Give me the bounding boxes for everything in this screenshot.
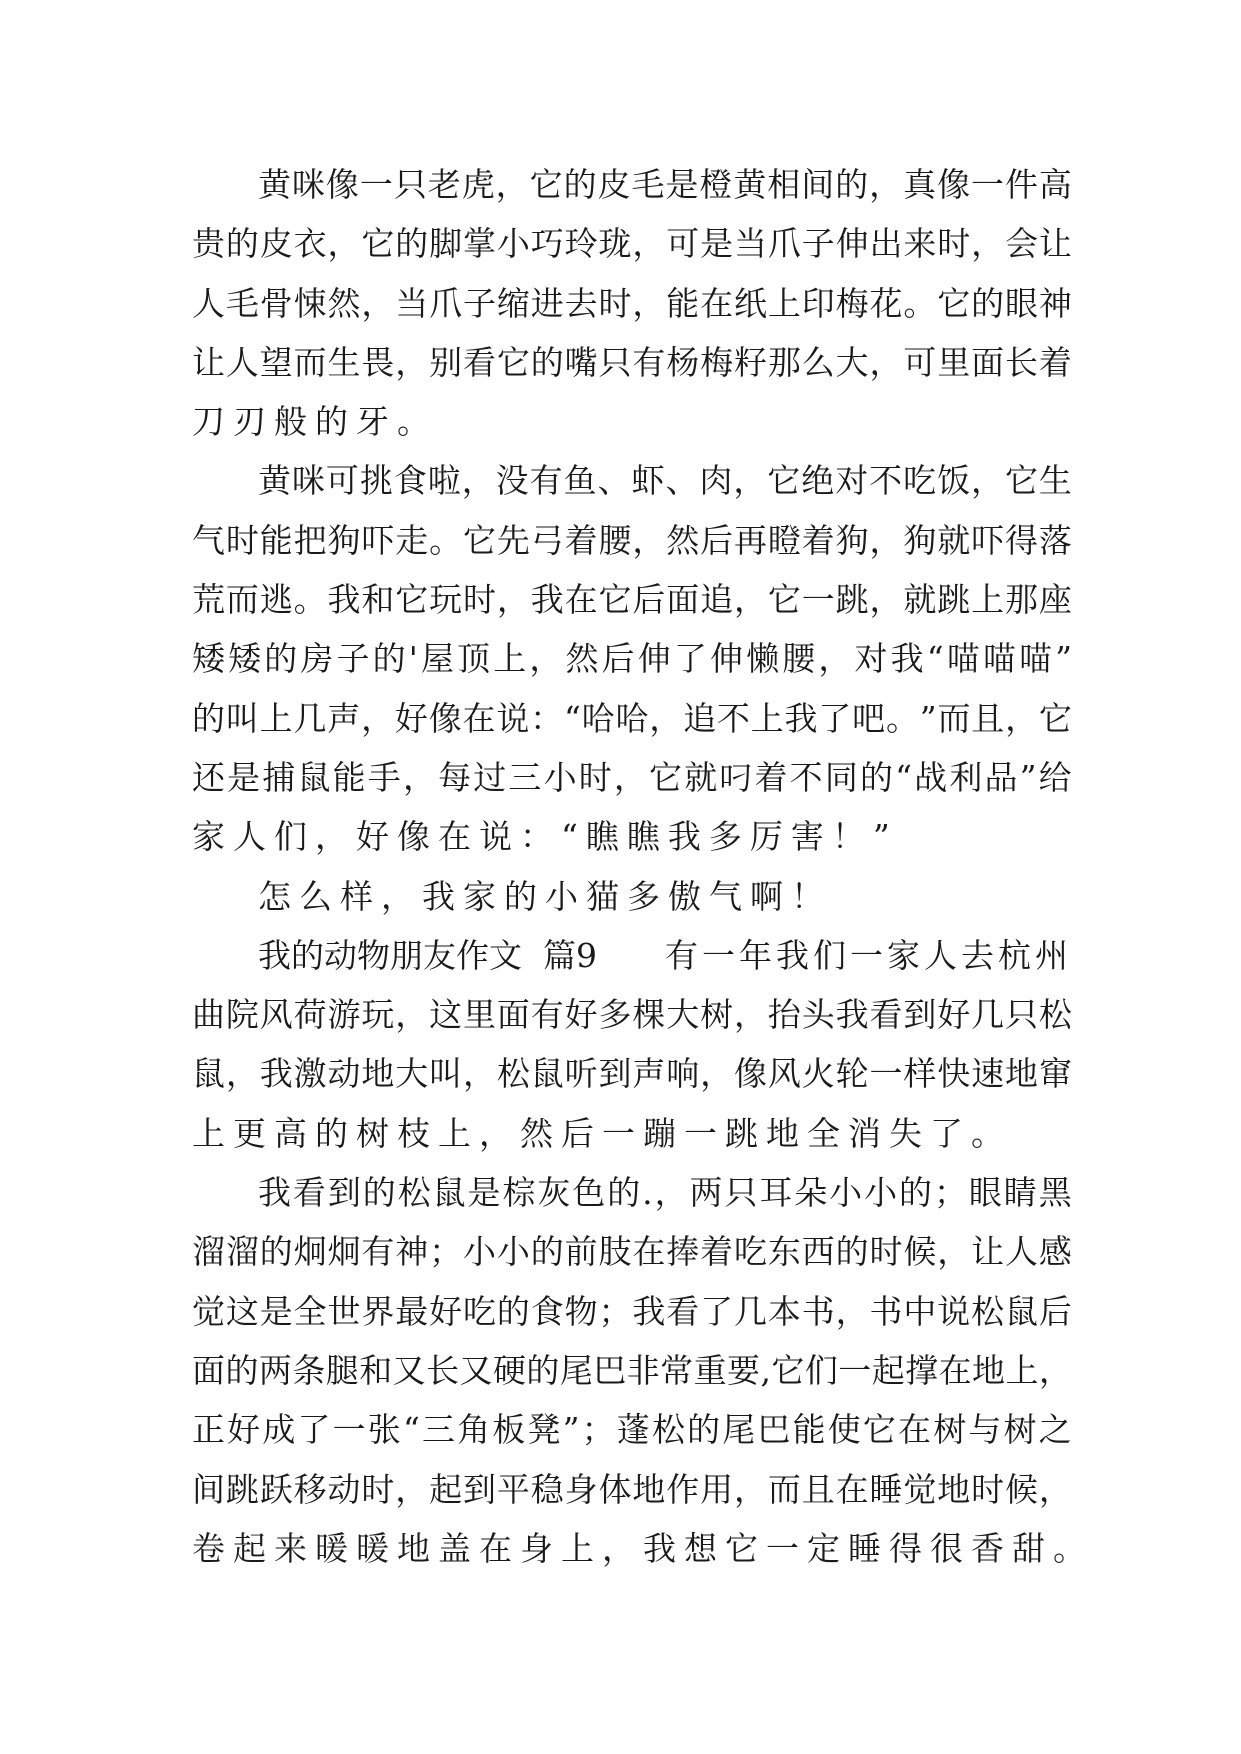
text-line: 刀刃般的牙。 [192,402,438,442]
text-line: 让 人 望 而 生 畏 ， 别 看 它 的 嘴 只 有 杨 梅 籽 那 么 大 ， 可 里 面 长 着 [192,342,1072,382]
text-line: 贵 的 皮 衣 ， 它 的 脚 掌 小 巧 玲 珑 ， 可 是 当 爪 子 伸 出 来 时 ， 会 让 [192,224,1072,264]
text-line: 矮 矮 的 房 子 的 ' 屋 顶 上 ， 然 后 伸 了 伸 懒 腰 ， 对 我 “ 喵 喵 喵 ” [192,639,1072,679]
text-line: 黄 咪 像 一 只 老 虎 ， 它 的 皮 毛 是 橙 黄 相 间 的 ， 真 像 一 件 高 [258,165,1072,204]
text-line: 家人们，好像在说：“瞧瞧我多厉害！” [192,817,898,857]
text-line: 溜 溜 的 炯 炯 有 神 ； 小 小 的 前 肢 在 捧 着 吃 东 西 的 时 候 ， 让 人 感 [192,1232,1072,1272]
text-line: 还 是 捕 鼠 能 手 ， 每 过 三 小 时 ， 它 就 叼 着 不 同 的 “ 战 利 品 ” 给 [192,757,1072,797]
text-line: 黄 咪 可 挑 食 啦 ， 没 有 鱼 、 虾 、 肉 ， 它 绝 对 不 吃 饭 ， 它 生 [258,461,1072,501]
text-line [192,926,1072,985]
text-line: 鼠 ， 我 激 动 地 大 叫 ， 松 鼠 听 到 声 响 ， 像 风 火 轮 一 样 快 速 地 窜 [192,1054,1072,1094]
section-heading: 我的动物朋友作文 篇9 [258,935,597,975]
text-line: 荒 而 逃 。 我 和 它 玩 时 ， 我 在 它 后 面 追 ， 它 一 跳 ， 就 跳 上 那 座 [192,580,1072,620]
text-line: 人 毛 骨 悚 然 ， 当 爪 子 缩 进 去 时 ， 能 在 纸 上 印 梅 花 。 它 的 眼 神 [192,283,1072,323]
text-line: 面 的 两 条 腿 和 又 长 又 硬 的 尾 巴 非 常 重 要 , 它 们 一 起 撑 在 地 上 ， [192,1350,1072,1390]
text-line: 间 跳 跃 移 动 时 ， 起 到 平 稳 身 体 地 作 用 ， 而 且 在 睡 觉 地 时 候 ， [192,1469,1072,1509]
text-line: 正 好 成 了 一 张 “ 三 角 板 凳 ” ； 蓬 松 的 尾 巴 能 使 它 在 树 与 树 之 [192,1410,1072,1450]
text-line: 怎么样，我家的小猫多傲气啊！ [258,876,832,916]
text-line: 觉 这 是 全 世 界 最 好 吃 的 食 物 ； 我 看 了 几 本 书 ， 书 中 说 松 鼠 后 [192,1291,1072,1331]
essay-body [192,155,1094,1578]
text-line: 我 看 到 的 松 鼠 是 棕 灰 色 的 . ， 两 只 耳 朵 小 小 的 ； 眼 睛 黑 [258,1173,1072,1213]
text-line: 气 时 能 把 狗 吓 走 。 它 先 弓 着 腰 ， 然 后 再 瞪 着 狗 ， 狗 就 吓 得 落 [192,520,1072,560]
text-line: 的 叫 上 几 声 ， 好 像 在 说 ： “ 哈 哈 ， 追 不 上 我 了 吧 。 ” 而 且 ， 它 [192,698,1072,738]
paragraph-start: 有一年我们一家人去杭州 [665,935,1072,975]
text-line: 上更高的树枝上，然后一蹦一跳地全消失了。 [192,1113,1012,1153]
text-line: 卷起来暖暖地盖在身上，我想它一定睡得很香甜。 [192,1528,1094,1568]
text-line: 曲 院 风 荷 游 玩 ， 这 里 面 有 好 多 棵 大 树 ， 抬 头 我 看 到 好 几 只 松 [192,995,1072,1035]
